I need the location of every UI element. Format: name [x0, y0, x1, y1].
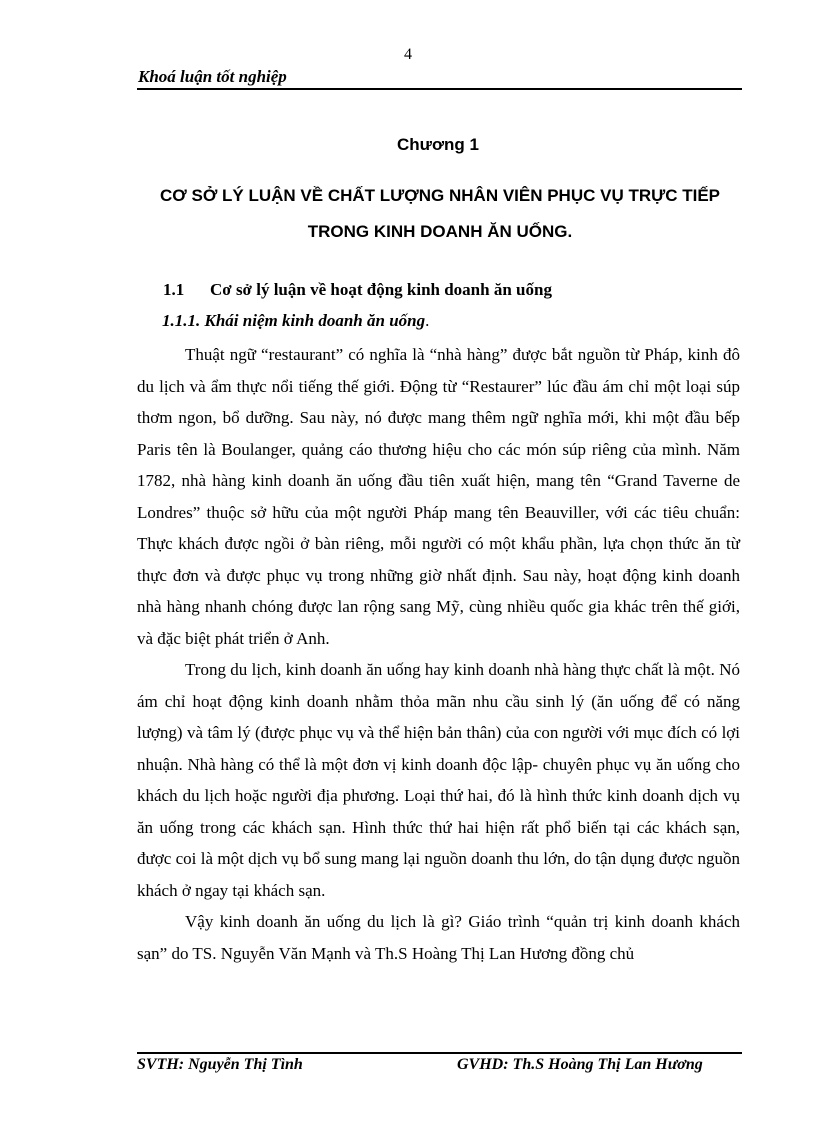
chapter-label: Chương 1	[396, 135, 479, 154]
subsection-heading	[162, 311, 429, 331]
chapter-title: CƠ SỞ LÝ LUẬN VỀ CHẤT LƯỢNG NHÂN VIÊN PHỤC VỤ TRỰC TIẾP TRONG KINH DOANH ĂN UỐNG.	[159, 186, 720, 241]
footer-advisor: GVHD: Th.S Hoàng Thị Lan Hương	[457, 1056, 703, 1073]
header-divider	[137, 88, 742, 90]
section-heading	[163, 280, 552, 300]
page-number: 4	[404, 46, 412, 63]
paragraph: Vậy kinh doanh ăn uống du lịch là gì? Giáo trình “quản trị kinh doanh khách sạn” do TS. Nguyễn Văn Mạnh và Th.S Hoàng Thị Lan Hương đồng chủ	[137, 912, 740, 963]
subsection-suffix: .	[425, 311, 430, 330]
subsection-title: 1.1.1. Khái niệm kinh doanh ăn uống	[162, 311, 426, 330]
section-number: 1.1	[163, 280, 185, 299]
header-title: Khoá luận tốt nghiệp	[138, 67, 287, 86]
body-text	[137, 339, 740, 969]
footer-divider	[137, 1052, 742, 1054]
section-title: Cơ sở lý luận về hoạt động kinh doanh ăn uống	[210, 280, 552, 299]
paragraph: Trong du lịch, kinh doanh ăn uống hay kinh doanh nhà hàng thực chất là một. Nó ám chỉ hoạt động kinh doanh nhằm thỏa mãn nhu cầu sinh lý (ăn uống để có năng lượng) và tâm lý (được phục vụ và thể hiện bản thân) của con người với mục đích có lợi nhuận. Nhà hàng có thể là một đơn vị kinh doanh độc lập- chuyên phục vụ ăn uống cho khách du lịch hoặc người địa phương. Loại thứ hai, đó là hình thức kinh doanh dịch vụ ăn uống trong các khách sạn. Hình thức thứ hai hiện rất phổ biến tại các khách sạn, được coi là một dịch vụ bổ sung mang lại nguồn doanh thu lớn, do tận dụng được nguồn khách ở ngay tại khách sạn.	[137, 660, 740, 900]
paragraph: Thuật ngữ “restaurant” có nghĩa là “nhà hàng” được bắt nguồn từ Pháp, kinh đô du lịch và ẩm thực nổi tiếng thế giới. Động từ “Restaurer” lúc đầu ám chỉ một loại súp thơm ngon, bổ dưỡng. Sau này, nó được mang thêm ngữ nghĩa mới, khi một đầu bếp Paris tên là Boulanger, quảng cáo thương hiệu cho các món súp riêng của mình. Năm 1782, nhà hàng kinh doanh ăn uống đầu tiên xuất hiện, mang tên “Grand Taverne de Londres” thuộc sở hữu của một người Pháp mang tên Beauviller, với các tiêu chuẩn: Thực khách được ngồi ở bàn riêng, mỗi người có một khẩu phần, lựa chọn thức ăn từ thực đơn và được phục vụ trong những giờ nhất định. Sau này, hoạt động kinh doanh nhà hàng nhanh chóng được lan rộng sang Mỹ, cùng nhiều quốc gia khác trên thế giới, và đặc biệt phát triển ở Anh.	[137, 345, 740, 648]
footer-student: SVTH: Nguyễn Thị Tình	[137, 1056, 303, 1073]
